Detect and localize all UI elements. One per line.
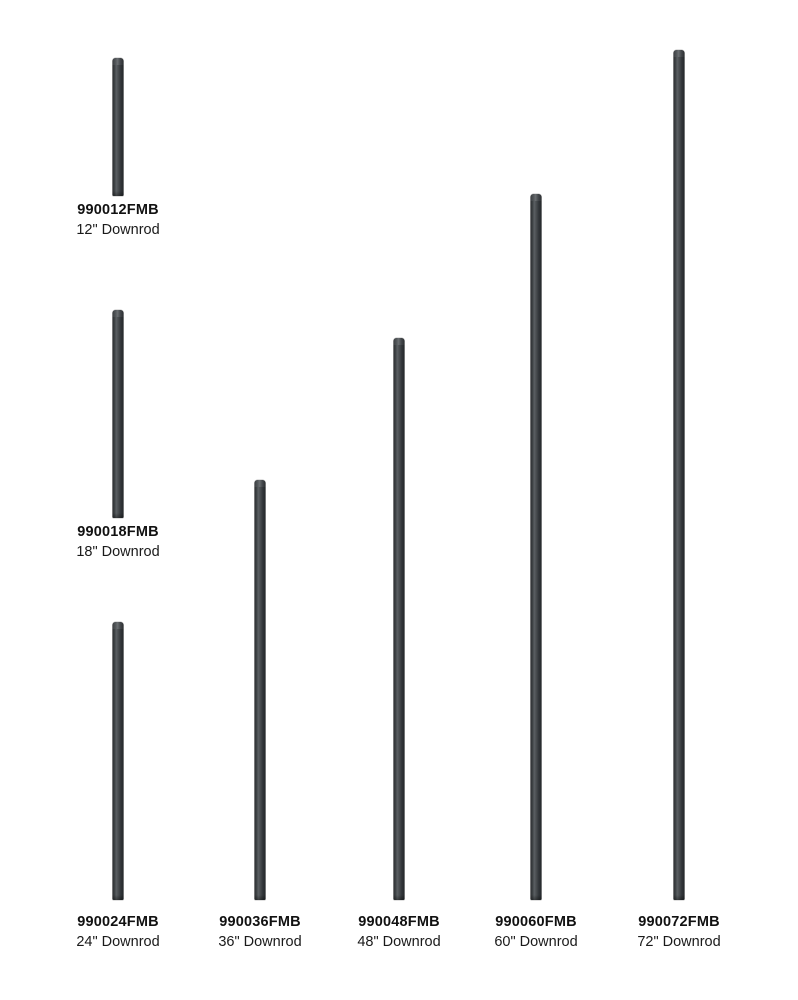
rod-sku: 990060FMB [495,914,577,930]
rod-sku: 990036FMB [219,914,301,930]
downrod-graphic-990036FMB [255,480,266,900]
rod-description: 12" Downrod [76,222,160,238]
rod-sku: 990012FMB [77,202,159,218]
rod-sku: 990072FMB [638,914,720,930]
downrod-graphic-990018FMB [113,310,124,518]
downrod-graphic-990072FMB [674,50,685,900]
downrod-graphic-990048FMB [394,338,405,900]
rod-sku: 990024FMB [77,914,159,930]
rod-description: 60" Downrod [494,934,578,950]
rod-description: 18" Downrod [76,544,160,560]
rod-sku: 990048FMB [358,914,440,930]
rod-sku: 990018FMB [77,524,159,540]
rod-description: 24" Downrod [76,934,160,950]
downrod-graphic-990060FMB [531,194,542,900]
downrod-graphic-990012FMB [113,58,124,196]
rod-label-990072FMB [579,912,779,952]
rod-description: 48" Downrod [357,934,441,950]
rod-label-990018FMB [18,522,218,562]
downrod-graphic-990024FMB [113,622,124,900]
rod-description: 72" Downrod [637,934,721,950]
rod-description: 36" Downrod [218,934,302,950]
rod-label-990012FMB [18,200,218,240]
